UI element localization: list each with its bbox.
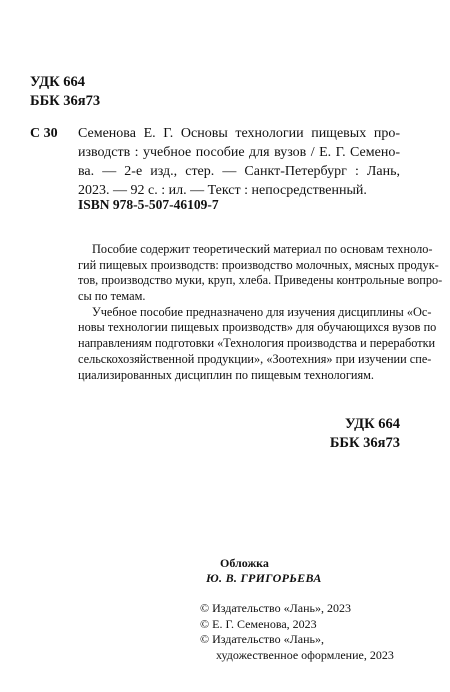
copyright-block (200, 601, 394, 663)
cover-designer: Ю. В. ГРИГОРЬЕВА (206, 571, 322, 585)
cover-credit (200, 556, 322, 586)
catalog-line: ва. — 2-е изд., стер. — Санкт-Петербург : Лань, (78, 164, 400, 179)
udk-code: УДК 664 (30, 74, 86, 90)
abstract-line: Пособие содержит теоретический материал по основам техноло- (92, 242, 433, 256)
copyright-line: художественное оформление, 2023 (216, 647, 394, 662)
bottom-classification (330, 415, 400, 453)
abstract-line: тов, производство муки, круп, хлеба. Приведены контрольные вопро- (78, 273, 443, 288)
catalog-entry (30, 124, 400, 200)
cover-label: Обложка (220, 556, 269, 570)
copyright-line: © Издательство «Лань», 2023 (200, 601, 351, 615)
abstract-line: циализированных дисциплин по пищевым технологиям. (78, 367, 374, 382)
abstract-line: новы технологии пищевых производств» для обучающихся вузов по (78, 320, 437, 335)
abstract-line: гий пищевых производств: производство молочных, мясных продук- (78, 257, 439, 272)
udk-code: УДК 664 (344, 416, 400, 432)
copyright-line: © Издательство «Лань», (200, 632, 324, 646)
abstract-line: сельскохозяйственной продукции», «Зоотехния» при изучении спе- (78, 351, 432, 366)
bbk-code: ББК 36я73 (329, 435, 400, 451)
abstract (78, 242, 443, 383)
copyright-line: © Е. Г. Семенова, 2023 (200, 616, 317, 631)
bbk-code: ББК 36я73 (30, 93, 101, 109)
catalog-line: 2023. — 92 с. : ил. — Текст : непосредственный. (78, 183, 367, 198)
top-classification (30, 73, 100, 111)
catalog-description (78, 124, 400, 200)
abstract-line: сы по темам. (78, 289, 146, 304)
catalog-line: изводств : учебное пособие для вузов / Е. Г. Семено- (78, 145, 400, 160)
abstract-line: Учебное пособие предназначено для изучения дисциплины «Ос- (92, 304, 432, 319)
catalog-line: Семенова Е. Г. Основы технологии пищевых про- (78, 126, 400, 141)
isbn: ISBN 978-5-507-46109-7 (78, 197, 219, 212)
abstract-line: направлениям подготовки «Технология производства и переработки (78, 336, 436, 351)
catalog-code: С 30 (30, 126, 58, 141)
